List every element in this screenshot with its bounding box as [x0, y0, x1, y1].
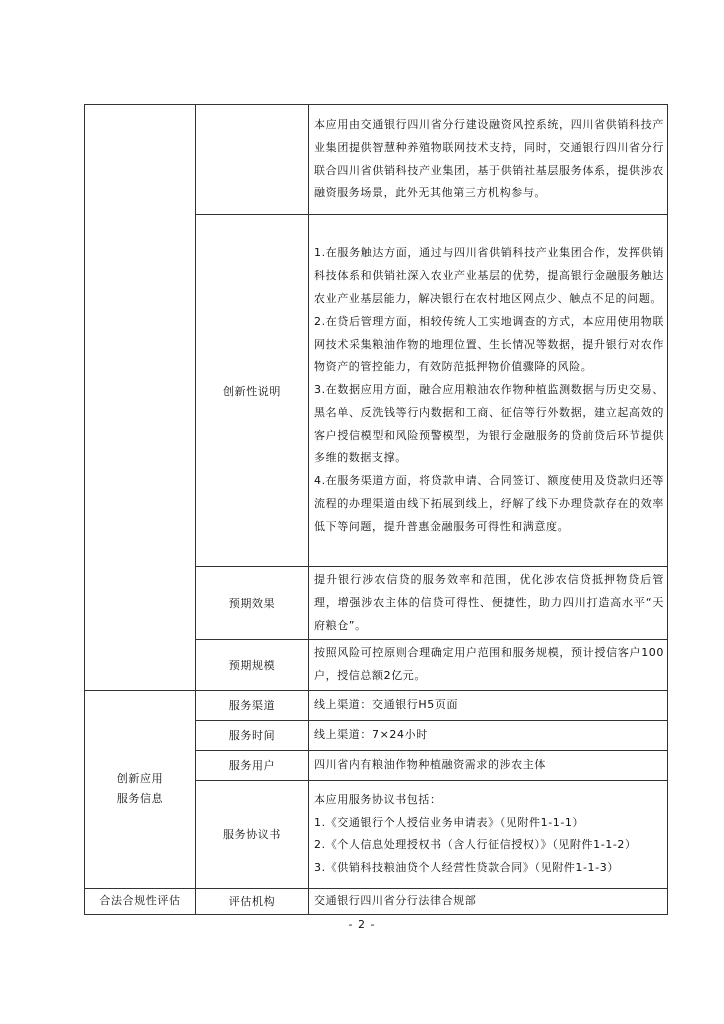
agreement-item-1: 1.《交通银行个人授信业务申请表》（见附件1-1-1） [314, 815, 585, 829]
service-channel-value: 线上渠道：交通银行H5页面 [309, 690, 668, 720]
participants-text: 本应用由交通银行四川省分行建设融资风控系统，四川省供销科技产业集团提供智慧种养殖物联网技术支持，同时，交通银行四川省分行联合四川省供销科技产业集团，基于供销社基层服务体系，提供涉农融资服务场景，此外无其他第三方机构参与。 [314, 117, 664, 200]
agreement-item-2: 2.《个人信息处理授权书（含人行征信授权）》（见附件1-1-2） [314, 838, 637, 852]
innovation-label: 创新性说明 [196, 215, 309, 567]
scale-text: 按照风险可控原则合理确定用户范围和服务规模，预计授信客户100户，授信总额2亿元。 [314, 646, 664, 683]
compliance-row [85, 888, 668, 914]
service-channel-label: 服务渠道 [196, 690, 309, 720]
compliance-label: 评估机构 [196, 888, 309, 914]
participants-label-cell [196, 105, 309, 215]
service-time-value: 线上渠道：7×24小时 [309, 720, 668, 750]
compliance-value: 交通银行四川省分行法律合规部 [309, 888, 668, 914]
participants-row [85, 105, 668, 215]
scale-label: 预期规模 [196, 640, 309, 691]
section3-title: 合法合规性评估 [85, 888, 196, 914]
innovation-text-cell [309, 215, 668, 567]
innovation-item-3: 3.在数据应用方面，融合应用粮油农作物种植监测数据与历史交易、黑名单、反洗钱等行内数据和工商、征信等行外数据，建立起高效的客户授信模型和风险预警模型，为银行金融服务的贷前贷后环节提供多维的数据支撑。 [314, 383, 664, 465]
agreement-text-cell [309, 780, 668, 888]
agreement-label: 服务协议书 [196, 780, 309, 888]
application-info-table [84, 104, 668, 915]
service-user-label: 服务用户 [196, 750, 309, 780]
participants-text-cell [309, 105, 668, 215]
agreement-item-3: 3.《供销科技粮油贷个人经营性贷款合同》（见附件1-1-3） [314, 861, 619, 875]
section1-title-cell [85, 105, 196, 691]
service-time-label: 服务时间 [196, 720, 309, 750]
effect-text: 提升银行涉农信贷的服务效率和范围，优化涉农信贷抵押物贷后管理，增强涉农主体的信贷可得性、便捷性，助力四川打造高水平“天府粮仓”。 [314, 573, 664, 632]
service-user-value: 四川省内有粮油作物种植融资需求的涉农主体 [309, 750, 668, 780]
scale-text-cell [309, 640, 668, 691]
innovation-item-1: 1.在服务触达方面，通过与四川省供销科技产业集团合作，发挥供销科技体系和供销社深入农业产业基层的优势，提高银行金融服务触达农业产业基层能力，解决银行在农村地区网点少、触点不足的问题。 [314, 246, 664, 305]
section2-title-cell [85, 690, 196, 888]
effect-text-cell [309, 567, 668, 640]
section2-title-line2: 服务信息 [116, 792, 164, 806]
effect-label: 预期效果 [196, 567, 309, 640]
page-number: - 2 - [348, 918, 376, 931]
section2-title-line1: 创新应用 [116, 772, 164, 786]
agreement-intro: 本应用服务协议书包括： [314, 792, 442, 806]
innovation-item-4: 4.在服务渠道方面，将贷款申请、合同签订、额度使用及贷款归还等流程的办理渠道由线下拓展到线上，纾解了线下办理贷款存在的效率低下等问题，提升普惠金融服务可得性和满意度。 [314, 474, 664, 533]
innovation-item-2: 2.在贷后管理方面，相较传统人工实地调查的方式，本应用使用物联网技术采集粮油作物的地理位置、生长情况等数据，提升银行对农作物资产的管控能力，有效防范抵押物价值骤降的风险。 [314, 314, 664, 374]
service-channel-row [85, 690, 668, 720]
